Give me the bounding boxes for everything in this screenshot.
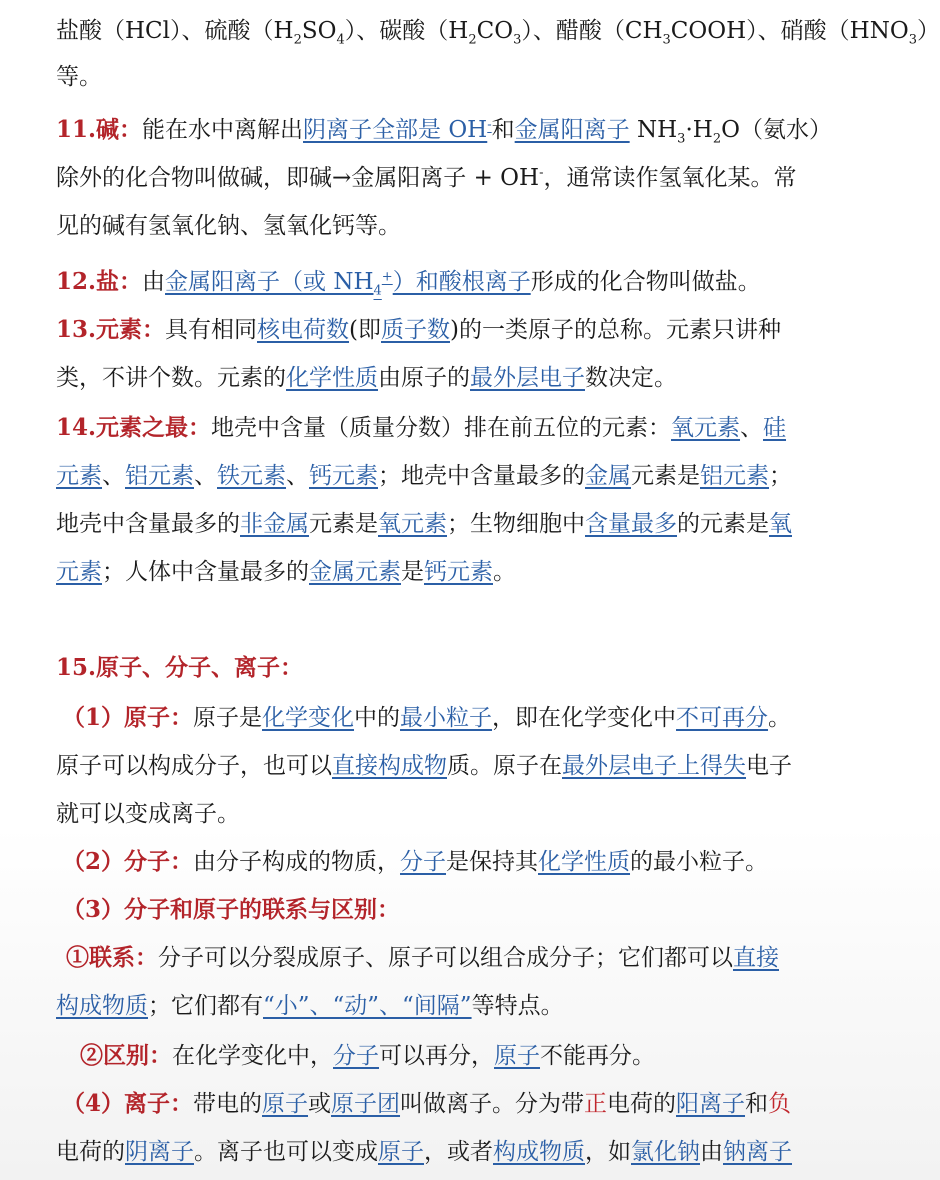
text-run: 原子是 — [193, 705, 263, 731]
key-term: 原子 — [494, 1043, 540, 1069]
base-definition-line-3 — [56, 209, 860, 243]
text-run: (即 — [349, 317, 381, 343]
text-run: ；它们都有 — [148, 993, 263, 1019]
ion-line-2 — [56, 1135, 860, 1169]
text-run: ；人体中含量最多的 — [102, 559, 309, 585]
text-run: ；生物细胞中 — [447, 511, 585, 537]
text-run: ，或者 — [424, 1139, 493, 1165]
key-term: 金属元素 — [309, 559, 401, 585]
text-run: 不能再分。 — [540, 1043, 655, 1069]
text-run: 、 — [286, 463, 309, 489]
key-term: 金属阳离子 — [514, 117, 630, 143]
acids-list-line-2 — [56, 60, 860, 94]
key-term: 分子 — [400, 849, 447, 875]
key-term: 化学性质 — [538, 849, 631, 875]
text-run: 由 — [142, 269, 166, 295]
text-run: )的一类原子的总称。元素只讲种 — [450, 317, 781, 343]
key-term: 分子 — [333, 1043, 379, 1069]
text-run: 正 — [584, 1091, 608, 1117]
element-definition-line-2 — [56, 361, 860, 395]
text-run: 就可以变成离子。 — [56, 801, 240, 827]
section-15-title — [56, 651, 860, 685]
key-term: 金属 — [585, 463, 631, 489]
key-term: 硅 — [763, 415, 787, 441]
key-term: “小”、“动”、“间隔” — [263, 993, 472, 1019]
molecule-line — [62, 845, 860, 879]
text-run: 。 — [768, 705, 792, 731]
section-label: 11.碱： — [56, 116, 143, 143]
key-term: 氧元素 — [671, 415, 741, 441]
relation-difference-line — [80, 1039, 860, 1073]
text-run: 原子可以构成分子，也可以 — [56, 753, 332, 779]
section-label: 15.原子、分子、离子： — [56, 654, 304, 681]
text-run: 3 — [513, 32, 522, 48]
base-definition-line-2 — [56, 161, 860, 195]
key-term: 最小粒子 — [400, 705, 493, 731]
key-term: 阴离子全部是 OH — [303, 117, 488, 143]
text-run: 的最小粒子。 — [630, 849, 769, 875]
key-term: 原子团 — [331, 1091, 401, 1117]
key-term: 金属阳离子（或 NH — [165, 269, 374, 295]
text-run: 在化学变化中， — [172, 1043, 333, 1069]
text-run: NH — [629, 117, 678, 143]
text-run: 类，不讲个数。元素的 — [56, 365, 286, 391]
key-term: 最外层电子上得失 — [562, 753, 746, 779]
text-run: 2 — [468, 32, 477, 48]
text-run: 2 — [293, 32, 302, 48]
key-term: 4 — [373, 283, 382, 299]
atom-line-2 — [56, 749, 860, 783]
text-run: 3 — [908, 32, 917, 48]
text-run: 地壳中含量（质量分数）排在前五位的元素： — [211, 415, 672, 441]
acids-list-line-1 — [56, 14, 940, 48]
text-run: 能在水中离解出 — [142, 117, 304, 143]
text-run: 形成的化合物叫做盐。 — [530, 269, 761, 295]
text-run: 等。 — [56, 64, 102, 90]
key-term: 元素 — [56, 463, 102, 489]
ion-line-1 — [62, 1087, 860, 1121]
text-run: ，即在化学变化中 — [492, 705, 677, 731]
text-run: 盐酸（HCl）、硫酸（H — [56, 18, 294, 44]
text-run: 电荷的 — [607, 1091, 677, 1117]
text-run: 除外的化合物叫做碱，即碱→金属阳离子 + OH — [56, 165, 540, 191]
key-term: 直接 — [733, 945, 779, 971]
relation-connection-line-1 — [66, 941, 860, 975]
key-term: 元素 — [56, 559, 102, 585]
section-label: （4）离子： — [62, 1090, 194, 1117]
key-term: 最外层电子 — [470, 365, 585, 391]
key-term: 原子 — [378, 1139, 424, 1165]
key-term: 化学变化 — [262, 705, 355, 731]
key-term: 钙元素 — [424, 559, 493, 585]
text-run: 带电的 — [193, 1091, 263, 1117]
key-term: 构成物质 — [56, 993, 148, 1019]
key-term: 构成物质 — [493, 1139, 585, 1165]
key-term: 质子数 — [381, 317, 450, 343]
text-run: O（氨水） — [721, 117, 832, 143]
text-run: 分子可以分裂成原子、原子可以组合成分子；它们都可以 — [158, 945, 733, 971]
text-run: 。离子也可以变成 — [194, 1139, 378, 1165]
text-run: 具有相同 — [165, 317, 258, 343]
key-term: 氯化钠 — [631, 1139, 700, 1165]
text-run: SO — [301, 18, 337, 44]
text-run: 元素是 — [631, 463, 700, 489]
text-run: 由 — [700, 1139, 723, 1165]
key-term: 铝元素 — [125, 463, 194, 489]
key-term: + — [381, 269, 393, 285]
text-run: ·H — [685, 117, 713, 143]
text-run: 和 — [491, 117, 515, 143]
text-run: 、 — [102, 463, 125, 489]
text-run: ） — [916, 18, 940, 44]
text-run: 地壳中含量最多的 — [56, 511, 240, 537]
element-definition-line-1 — [56, 313, 860, 347]
text-run: ；地壳中含量最多的 — [378, 463, 585, 489]
salt-definition — [56, 265, 860, 299]
text-run: 可以再分， — [379, 1043, 494, 1069]
key-term: - — [487, 117, 492, 133]
key-term: 不可再分 — [676, 705, 769, 731]
text-run: 电子 — [746, 753, 792, 779]
section-label: 14.元素之最： — [56, 414, 212, 441]
text-run: 元素是 — [309, 511, 378, 537]
text-run: 的元素是 — [677, 511, 769, 537]
text-run: 中的 — [354, 705, 401, 731]
key-term: ）和酸根离子 — [392, 269, 531, 295]
text-run: 由原子的 — [378, 365, 470, 391]
text-run: 4 — [336, 32, 345, 48]
atom-line-3 — [56, 797, 860, 831]
text-run: 是保持其 — [446, 849, 539, 875]
key-term: 氧元素 — [378, 511, 447, 537]
relation-heading — [62, 893, 860, 927]
base-definition-line-1 — [56, 113, 860, 147]
element-extremes-line-2 — [56, 459, 860, 493]
section-label: ①联系： — [66, 944, 158, 971]
key-term: 阳离子 — [676, 1091, 746, 1117]
text-run: ，通常读作氢氧化某。常 — [543, 165, 797, 191]
atom-line-1 — [62, 701, 860, 735]
text-run: 负 — [768, 1091, 792, 1117]
text-run: - — [539, 165, 544, 181]
section-label: 13.元素： — [56, 316, 166, 343]
text-run: 3 — [662, 32, 671, 48]
text-run: ，如 — [585, 1139, 631, 1165]
text-run: 见的碱有氢氧化钠、氢氧化钙等。 — [56, 213, 401, 239]
key-term: 钙元素 — [309, 463, 378, 489]
element-extremes-line-1 — [56, 411, 860, 445]
section-label: ②区别： — [80, 1042, 172, 1069]
text-run: 、 — [194, 463, 217, 489]
key-term: 原子 — [262, 1091, 309, 1117]
key-term: 铝元素 — [700, 463, 769, 489]
text-run: 叫做离子。分为带 — [400, 1091, 585, 1117]
text-run: 质。原子在 — [447, 753, 562, 779]
text-run: ）、醋酸（CH — [521, 18, 663, 44]
section-label: （3）分子和原子的联系与区别： — [62, 896, 401, 923]
text-run: 。 — [493, 559, 516, 585]
text-run: 等特点。 — [471, 993, 564, 1019]
key-term: 核电荷数 — [257, 317, 350, 343]
section-label: （1）原子： — [62, 704, 194, 731]
key-term: 氧 — [769, 511, 792, 537]
key-term: 铁元素 — [217, 463, 286, 489]
text-run: CO — [476, 18, 514, 44]
text-run: 或 — [308, 1091, 332, 1117]
text-run: 、 — [740, 415, 764, 441]
element-extremes-line-4 — [56, 555, 860, 589]
key-term: 含量最多 — [585, 511, 677, 537]
text-run: 3 — [677, 131, 686, 147]
text-run: 和 — [745, 1091, 769, 1117]
key-term: 钠离子 — [723, 1139, 792, 1165]
text-run: ）、碳酸（H — [344, 18, 469, 44]
text-run: 由分子构成的物质， — [193, 849, 401, 875]
section-label: （2）分子： — [62, 848, 194, 875]
text-run: 数决定。 — [585, 365, 677, 391]
text-run: 是 — [401, 559, 424, 585]
key-term: 阴离子 — [125, 1139, 194, 1165]
element-extremes-line-3 — [56, 507, 860, 541]
relation-connection-line-2 — [56, 989, 860, 1023]
text-run: COOH）、硝酸（HNO — [670, 18, 909, 44]
text-run: 2 — [712, 131, 722, 147]
text-run: ； — [769, 463, 792, 489]
text-run: 电荷的 — [56, 1139, 125, 1165]
key-term: 非金属 — [240, 511, 309, 537]
section-label: 12.盐： — [56, 268, 143, 295]
key-term: 化学性质 — [286, 365, 378, 391]
key-term: 直接构成物 — [332, 753, 447, 779]
